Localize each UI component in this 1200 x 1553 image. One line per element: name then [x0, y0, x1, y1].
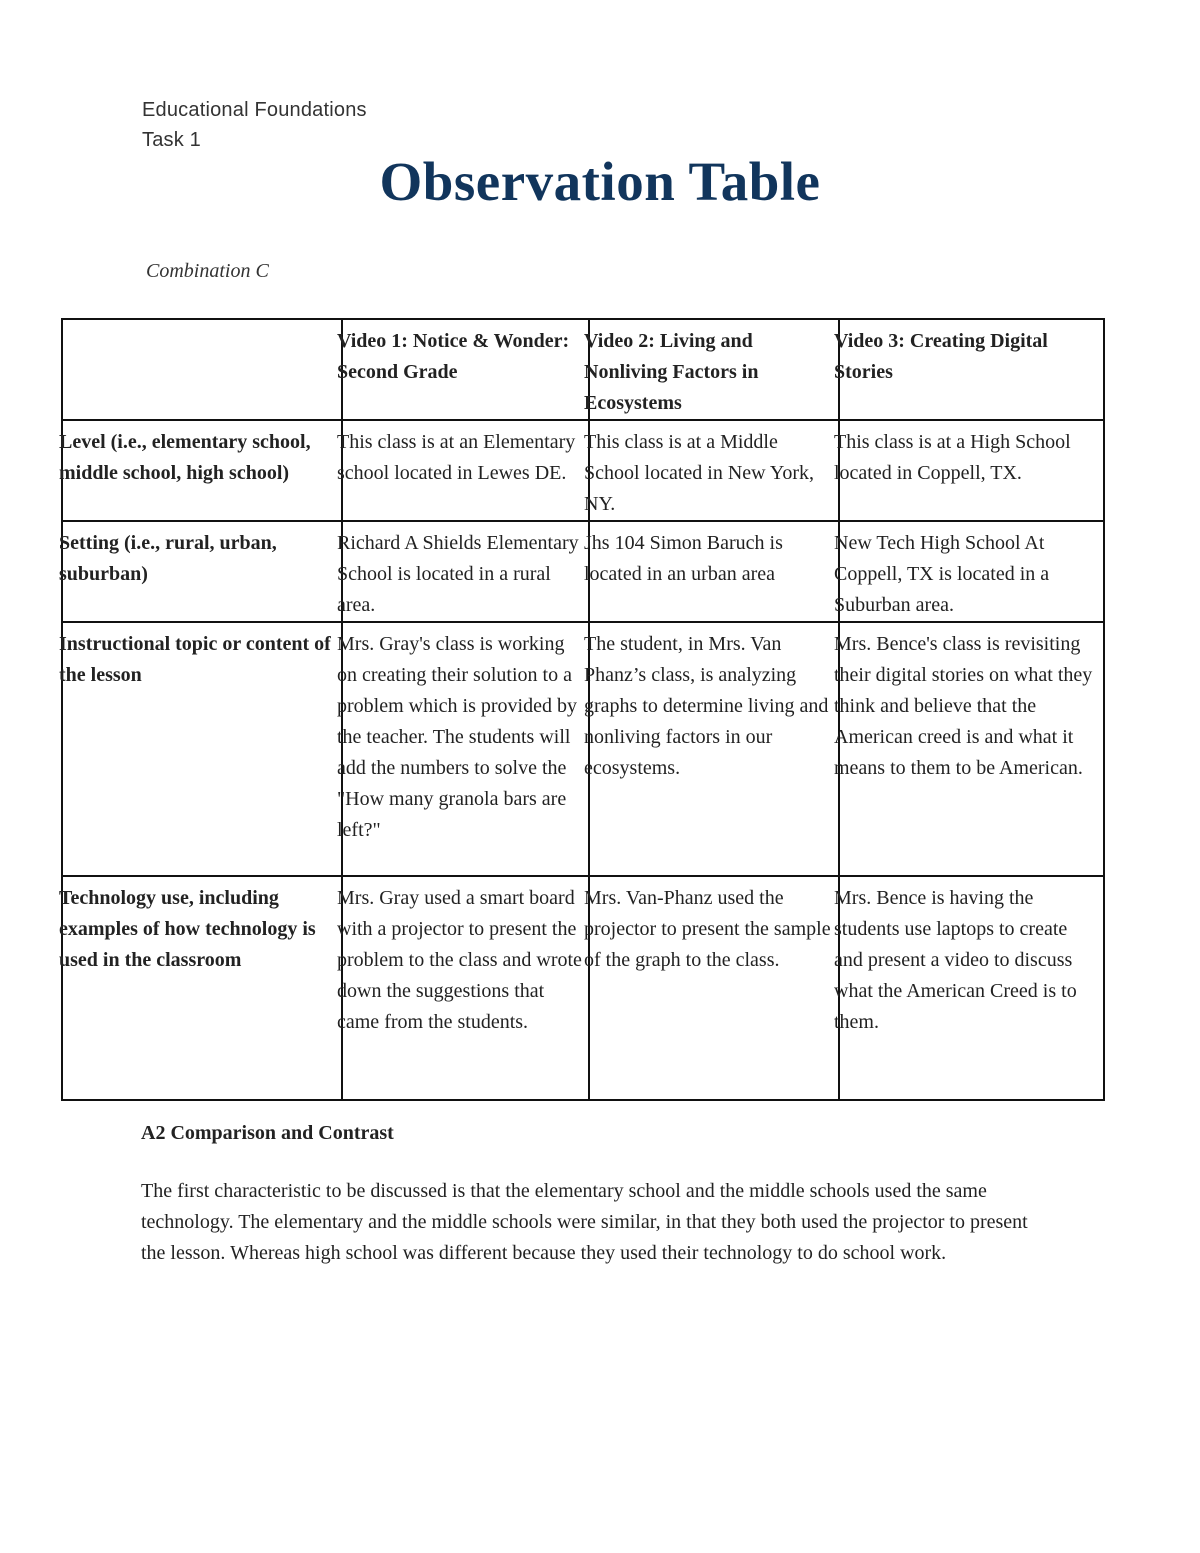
table-cell: New Tech High School At Coppell, TX is located in a Suburban area. — [839, 521, 1104, 622]
table-cell: Mrs. Gray used a smart board with a projector to present the problem to the class and wrote down the suggestions that came from the students. — [342, 876, 589, 1100]
column-header — [834, 319, 1104, 420]
column-header — [337, 319, 589, 420]
table-row — [62, 420, 1104, 521]
row-header-topic: Instructional topic or content of the lesson — [59, 633, 331, 686]
column-header-video-3: Video 3: Creating Digital Stories — [834, 330, 1048, 383]
table-header-row — [62, 319, 1104, 420]
table-row — [62, 521, 1104, 622]
row-header — [59, 622, 342, 876]
table-cell: Jhs 104 Simon Baruch is located in an urban area — [589, 521, 839, 622]
column-header-video-1: Video 1: Notice & Wonder: Second Grade — [337, 330, 570, 383]
table-cell: Mrs. Bence's class is revisiting their digital stories on what they think and believe that the American creed is and what it means to them to be American. — [839, 622, 1104, 876]
table-cell: Richard A Shields Elementary School is located in a rural area. — [342, 521, 589, 622]
table-cell: Mrs. Gray's class is working on creating their solution to a problem which is provided by the teacher. The students will add the numbers to solve the "How many granola bars are left?" — [342, 622, 589, 876]
column-header-video-2: Video 2: Living and Nonliving Factors in Ecosystems — [584, 330, 759, 414]
comparison-heading: A2 Comparison and Contrast — [141, 1122, 394, 1144]
table-cell: Mrs. Bence is having the students use laptops to create and present a video to discuss what the American Creed is to them. — [839, 876, 1104, 1100]
row-header — [59, 521, 342, 622]
row-header — [59, 420, 342, 521]
table-row — [62, 622, 1104, 876]
table-cell: This class is at a Middle School located in New York, NY. — [589, 420, 839, 521]
course-name: Educational Foundations — [142, 99, 367, 121]
row-header-level: Level (i.e., elementary school, middle school, high school) — [59, 431, 311, 484]
observation-table — [61, 318, 1105, 1101]
comparison-paragraph: The first characteristic to be discussed is that the elementary school and the middle schools used the same technology. The elementary and the middle schools were similar, in that they both used the projector to present the lesson. Whereas high school was different because they used their technology to do school work. — [141, 1180, 1028, 1264]
table-cell: This class is at a High School located in Coppell, TX. — [839, 420, 1104, 521]
row-header-setting: Setting (i.e., rural, urban, suburban) — [59, 532, 277, 585]
table-row — [62, 876, 1104, 1100]
combination-label: Combination C — [146, 260, 269, 282]
table-corner-cell — [62, 319, 342, 420]
table-cell: This class is at an Elementary school located in Lewes DE. — [342, 420, 589, 521]
page-title: Observation Table — [379, 151, 821, 212]
row-header-technology: Technology use, including examples of how technology is used in the classroom — [59, 887, 316, 971]
task-label: Task 1 — [142, 129, 202, 151]
column-header — [584, 319, 839, 420]
table-cell: Mrs. Van-Phanz used the projector to present the sample of the graph to the class. — [589, 876, 839, 1100]
table-cell: The student, in Mrs. Van Phanz’s class, is analyzing graphs to determine living and nonliving factors in our ecosystems. — [589, 622, 839, 876]
row-header — [59, 876, 342, 1100]
